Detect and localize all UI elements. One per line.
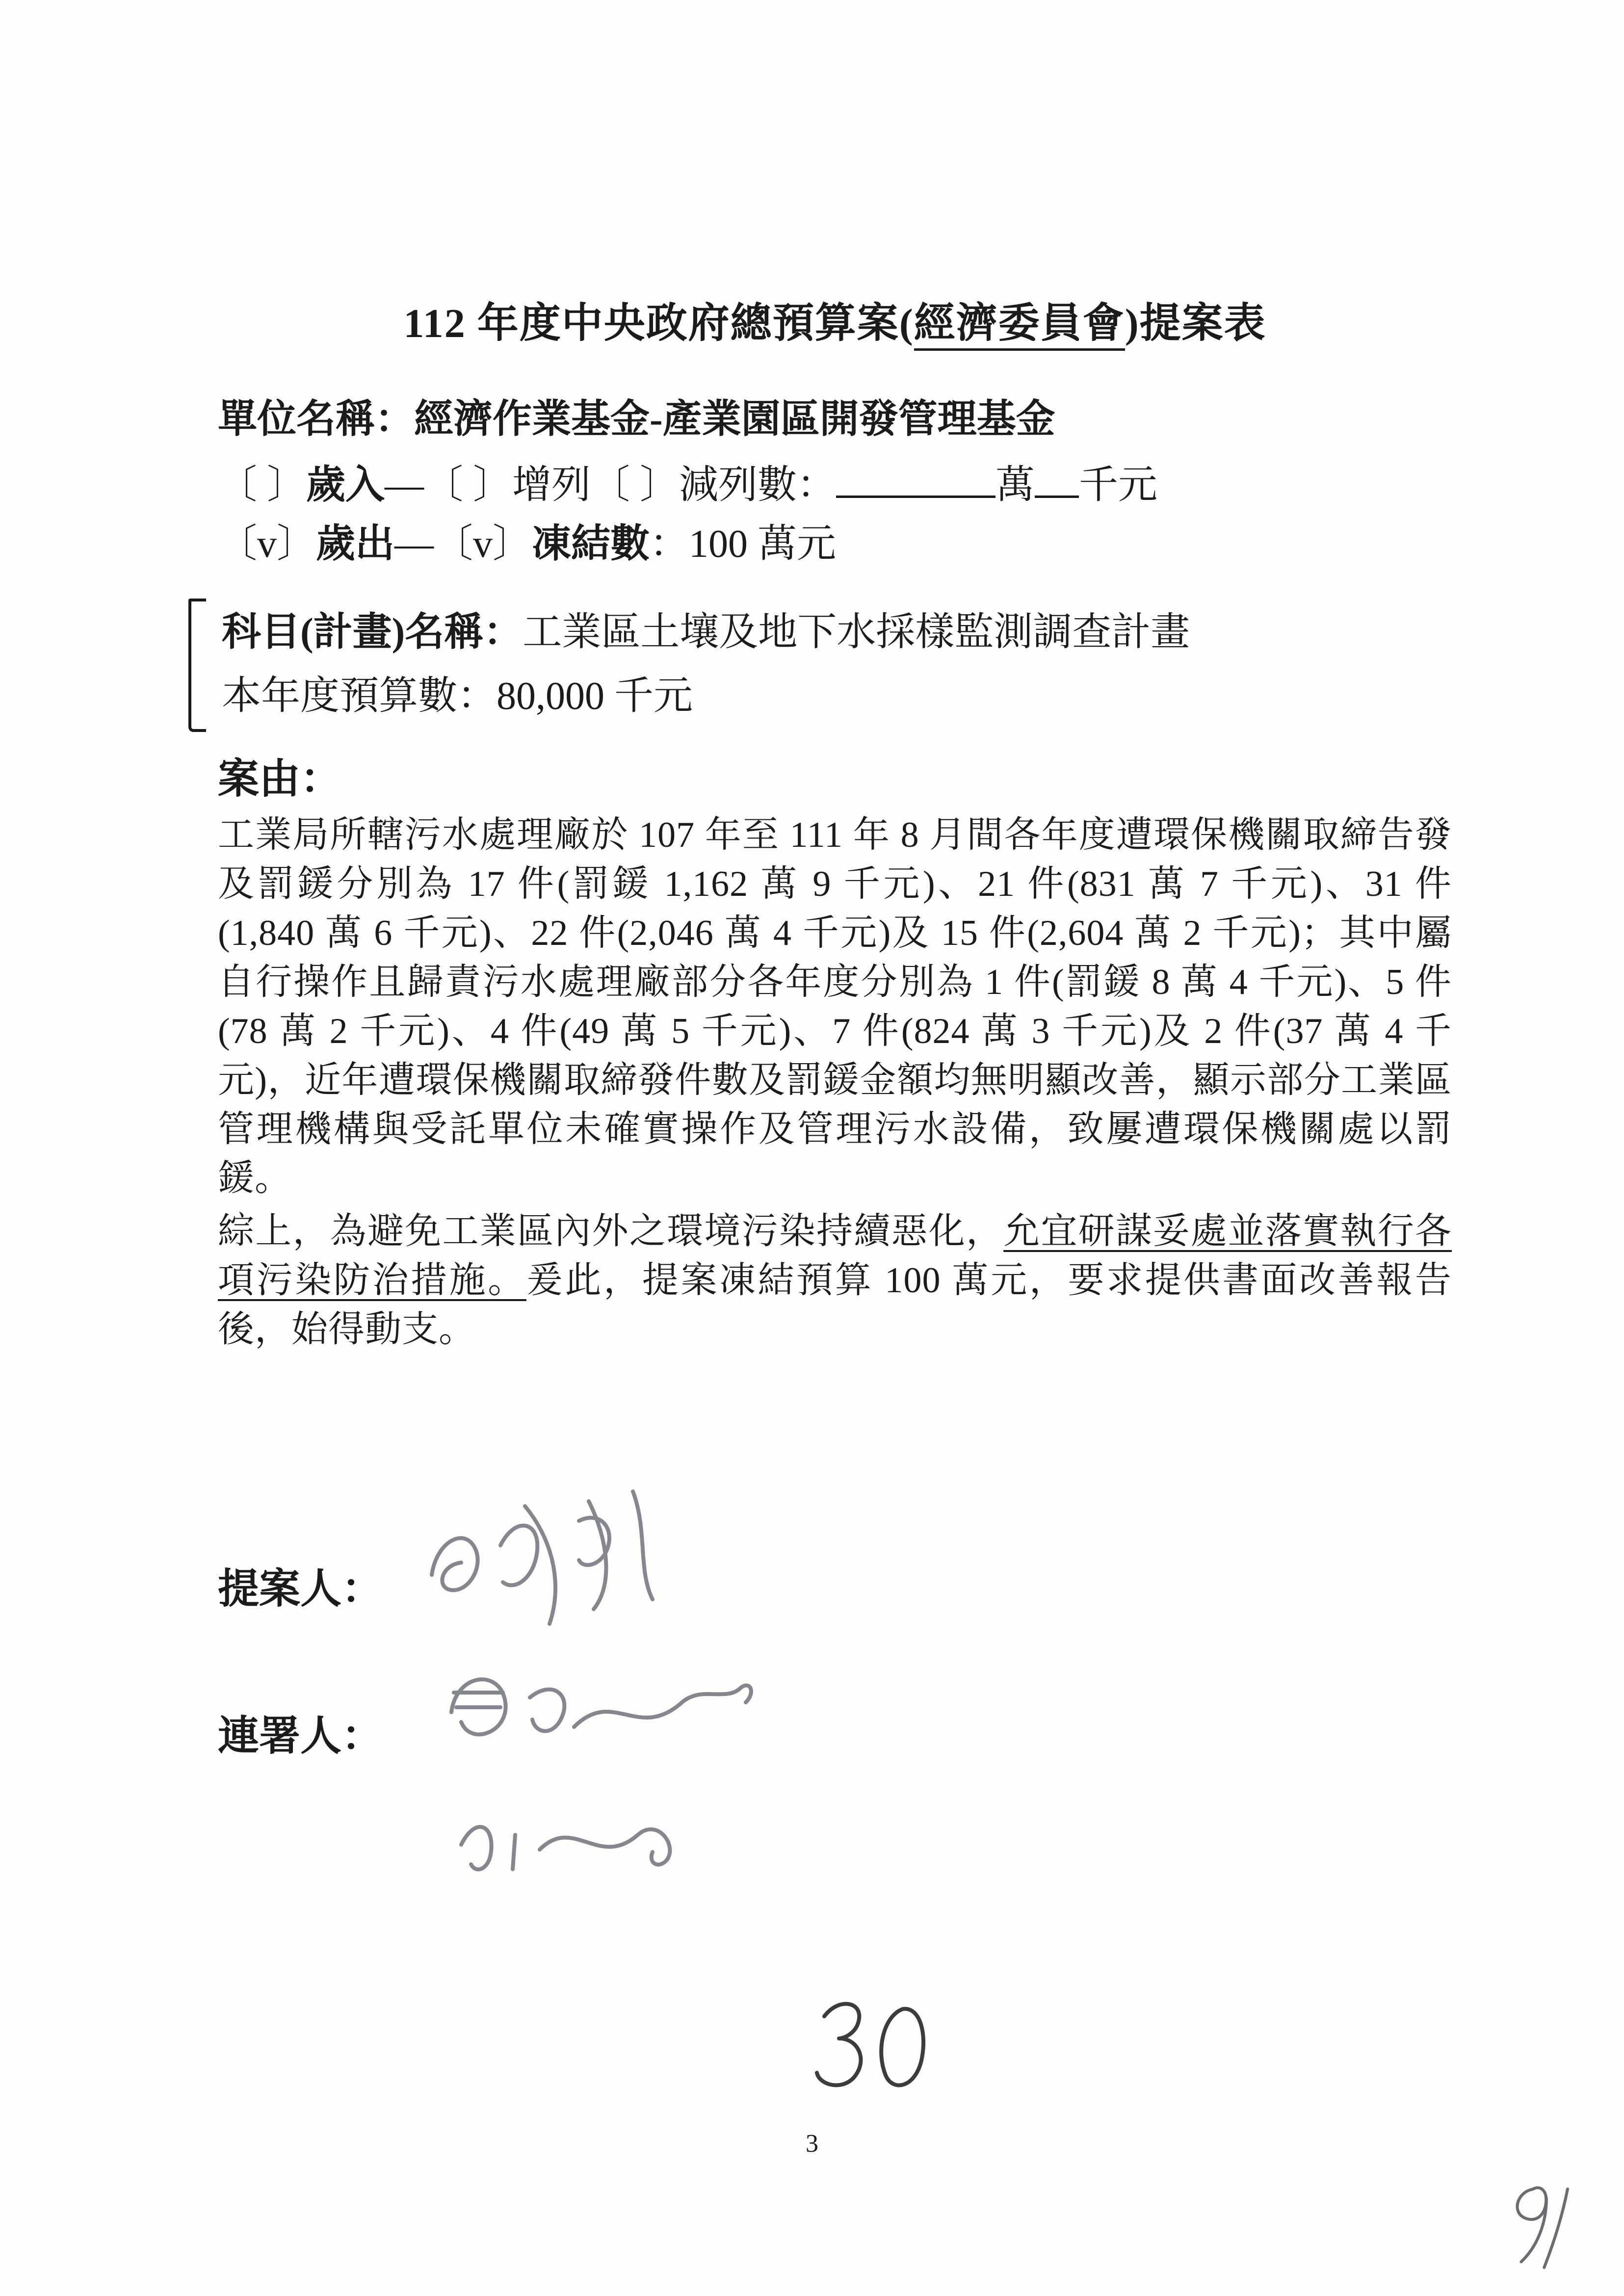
- decrease-label: 減列數：: [679, 464, 836, 507]
- expenditure-label: 歲出: [316, 522, 394, 566]
- budget-value: 80,000 千元: [497, 675, 693, 718]
- revenue-checkbox: 〔 〕: [218, 464, 306, 507]
- increase-label: 增列: [512, 464, 591, 507]
- amount-blank-long: [836, 456, 995, 498]
- freeze-label: 凍結數: [532, 522, 650, 566]
- subject-line: [222, 605, 1452, 659]
- subject-block: [218, 605, 1452, 723]
- budget-line: [222, 669, 1452, 723]
- page-number: 3: [806, 2130, 818, 2158]
- decrease-checkbox: 〔 〕: [591, 464, 679, 507]
- unit-name-label: 單位名稱：: [218, 398, 414, 441]
- handwritten-number-30: [795, 1987, 942, 2105]
- unit-qian: 千元: [1079, 464, 1157, 507]
- freeze-colon: ：: [650, 522, 689, 566]
- increase-checkbox: 〔 〕: [424, 464, 512, 507]
- cosigner-signature-2: [442, 1786, 726, 1889]
- freeze-checkbox: 〔v〕: [434, 522, 532, 566]
- revenue-line: [218, 456, 1452, 512]
- case-paragraph-1: 工業局所轄污水處理廠於 107 年至 111 年 8 月間各年度遭環保機關取締告發及罰鍰分別為 17 件(罰鍰 1,162 萬 9 千元)、21 件(831 萬 7 千元)、31 件(1,840 萬 6 千元)、22 件(2,046 萬 4 千元)及 15 件(2,604 萬 2 千元)；其中屬自行操作且歸責污水處理廠部分各年度分別為 1 件(罰鍰 8 萬 4 千元)、5 件(78 萬 2 千元)、4 件(49 萬 5 千元)、7 件(824 萬 3 千元)及 2 件(37 萬 4 千元)，近年遭環保機關取締發件數及罰鍰金額均無明顯改善，顯示部分工業區管理機構與受託單位未確實操作及管理污水設備，致屢遭環保機關處以罰鍰。: [218, 815, 1452, 1199]
- document-title: [218, 299, 1452, 348]
- cosigner-label: 連署人：: [218, 1714, 383, 1759]
- revenue-dash: —: [385, 464, 424, 507]
- handwritten-corner-number-91: [1495, 2168, 1586, 2276]
- expenditure-dash: —: [394, 522, 434, 566]
- title-suffix: )提案表: [1125, 301, 1266, 346]
- case-p2-post: 爰此，提案凍結預算 100 萬元，要求提供書面改善報告後，始得動支。: [218, 1260, 1452, 1350]
- expenditure-line: [218, 517, 1452, 571]
- proposer-signature: [402, 1472, 677, 1639]
- subject-value: 工業區土壤及地下水採樣監測調查計畫: [523, 611, 1190, 654]
- unit-name-value: 經濟作業基金-產業園區開發管理基金: [414, 398, 1055, 441]
- title-committee-underlined: 經濟委員會: [914, 301, 1125, 351]
- unit-name-line: [218, 392, 1452, 446]
- unit-wan: 萬: [995, 464, 1035, 507]
- expenditure-checkbox: 〔v〕: [218, 522, 316, 566]
- budget-label: 本年度預算數：: [222, 675, 497, 718]
- left-bracket-mark: [188, 599, 206, 732]
- case-paragraph-2: [218, 1207, 1452, 1354]
- revenue-label: 歲入: [306, 464, 385, 507]
- freeze-value: 100 萬元: [689, 522, 836, 566]
- cosigner-signature-1: [427, 1634, 770, 1781]
- subject-label: 科目(計畫)名稱：: [222, 611, 523, 654]
- amount-blank-short: [1035, 456, 1079, 498]
- title-prefix: 112 年度中央政府總預算案(: [403, 301, 914, 346]
- case-heading: 案由：: [218, 757, 342, 802]
- proposer-label: 提案人：: [218, 1566, 383, 1612]
- case-p2-underlined-phrase: 允宜研謀妥處並落實執行各項污染防治措施。: [218, 1211, 1452, 1301]
- case-p2-pre: 綜上，為避免工業區內外之環境污染持續惡化，: [218, 1211, 1004, 1252]
